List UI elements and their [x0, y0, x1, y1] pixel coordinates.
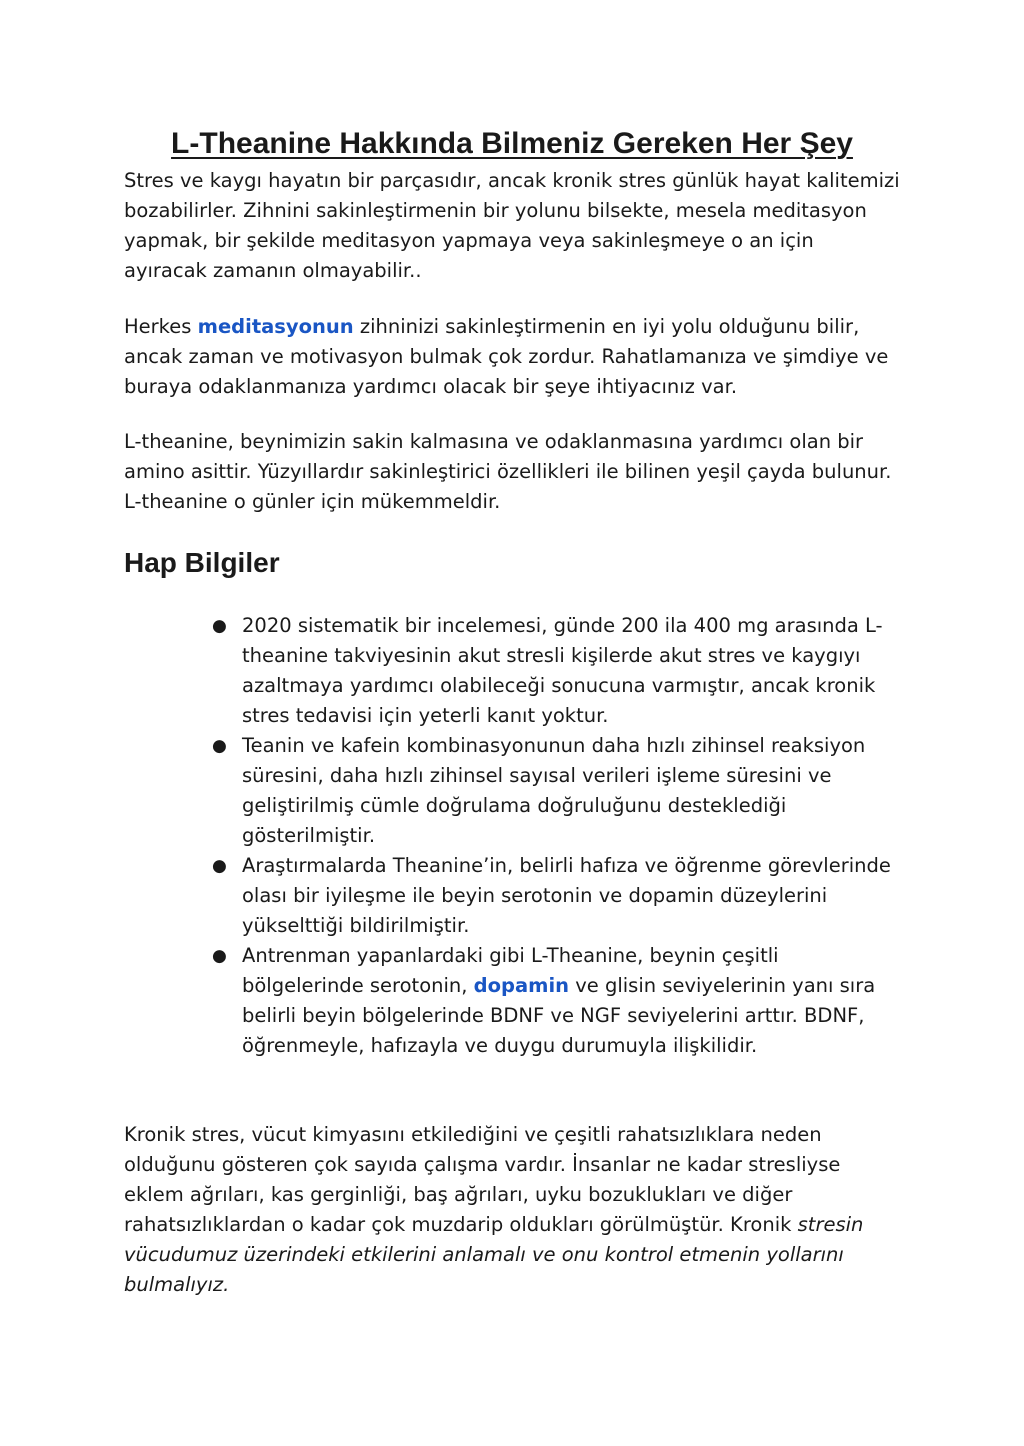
list-item: [212, 731, 902, 851]
bullet-icon: ●: [212, 736, 227, 756]
facts-list: [212, 611, 902, 1061]
intro-paragraph: Stres ve kaygı hayatın bir parçasıdır, ancak kronik stres günlük hayat kalitemizi bozabilirler. Zihnini sakinleştirmenin bir yolunu bilsekte, mesela meditasyon yapmak, bir şekilde meditasyon yapmaya veya sakinleşmeye o an için ayıracak zamanın olmayabilir..: [124, 169, 900, 282]
list-item-text: ve glisin seviyelerinin yanı sıra belirli beyin bölgelerinde BDNF ve NGF seviyelerini arttır. BDNF, öğrenmeyle, hafızayla ve duygu durumuyla ilişkilidir.: [242, 974, 876, 1057]
paragraph-text: zihninizi sakinleştirmenin en iyi yolu olduğunu bilir, ancak zaman ve motivasyon bulmak çok zordur. Rahatlamanıza ve şimdiye ve buraya odaklanmanıza yardımcı olacak bir şeye ihtiyacınız var.: [124, 315, 889, 398]
meditation-paragraph: [124, 312, 900, 402]
list-item-text: 2020 sistematik bir incelemesi, günde 200 ila 400 mg arasında L-theanine takviyesinin akut stresli kişilerde akut stres ve kaygıyı azaltmaya yardımcı olabileceği sonucuna varmıştır, ancak kronik stres tedavisi için yeterli kanıt yoktur.: [242, 614, 883, 727]
italic-text: stresin vücudumuz üzerindeki etkilerini anlamalı ve onu kontrol etmenin yollarını bulmalıyız.: [124, 1213, 864, 1296]
bullet-icon: ●: [212, 616, 227, 636]
list-item: [212, 611, 902, 731]
theanine-paragraph: L-theanine, beynimizin sakin kalmasına ve odaklanmasına yardımcı olan bir amino asittir. Yüzyıllardır sakinleştirici özellikleri ile bilinen yeşil çayda bulunur. L-theanine o günler için mükemmeldir.: [124, 430, 892, 513]
list-item-text: Araştırmalarda Theanine’in, belirli hafıza ve öğrenme görevlerinde olası bir iyileşme ile beyin serotonin ve dopamin düzeylerini yükselttiği bildirilmiştir.: [242, 854, 891, 937]
list-item-text: Teanin ve kafein kombinasyonunun daha hızlı zihinsel reaksiyon süresini, daha hızlı zihinsel sayısal verileri işleme süresini ve geliştirilmiş cümle doğrulama doğruluğunu desteklediği gösterilmiştir.: [242, 734, 866, 847]
paragraph-text: Herkes: [124, 315, 198, 338]
list-item: [212, 941, 902, 1061]
chronic-stress-paragraph: [124, 1120, 900, 1300]
dopamine-link[interactable]: dopamin: [473, 974, 570, 997]
paragraph-text: Kronik stres, vücut kimyasını etkilediğini ve çeşitli rahatsızlıklara neden olduğunu gösteren çok sayıda çalışma vardır. İnsanlar ne kadar stresliyse eklem ağrıları, kas gerginliği, baş ağrıları, uyku bozuklukları ve diğer rahatsızlıklardan o kadar çok muzdarip oldukları görülmüştür. Kronik: [124, 1123, 841, 1236]
list-item: [212, 851, 902, 941]
meditation-link[interactable]: meditasyonun: [197, 315, 354, 338]
document-title: L-Theanine Hakkında Bilmeniz Gereken Her Şey: [171, 127, 853, 160]
bullet-icon: ●: [212, 856, 227, 876]
bullet-icon: ●: [212, 946, 227, 966]
list-item-text: Antrenman yapanlardaki gibi L-Theanine, beynin çeşitli bölgelerinde serotonin,: [242, 944, 779, 997]
section-heading: Hap Bilgiler: [124, 547, 280, 578]
